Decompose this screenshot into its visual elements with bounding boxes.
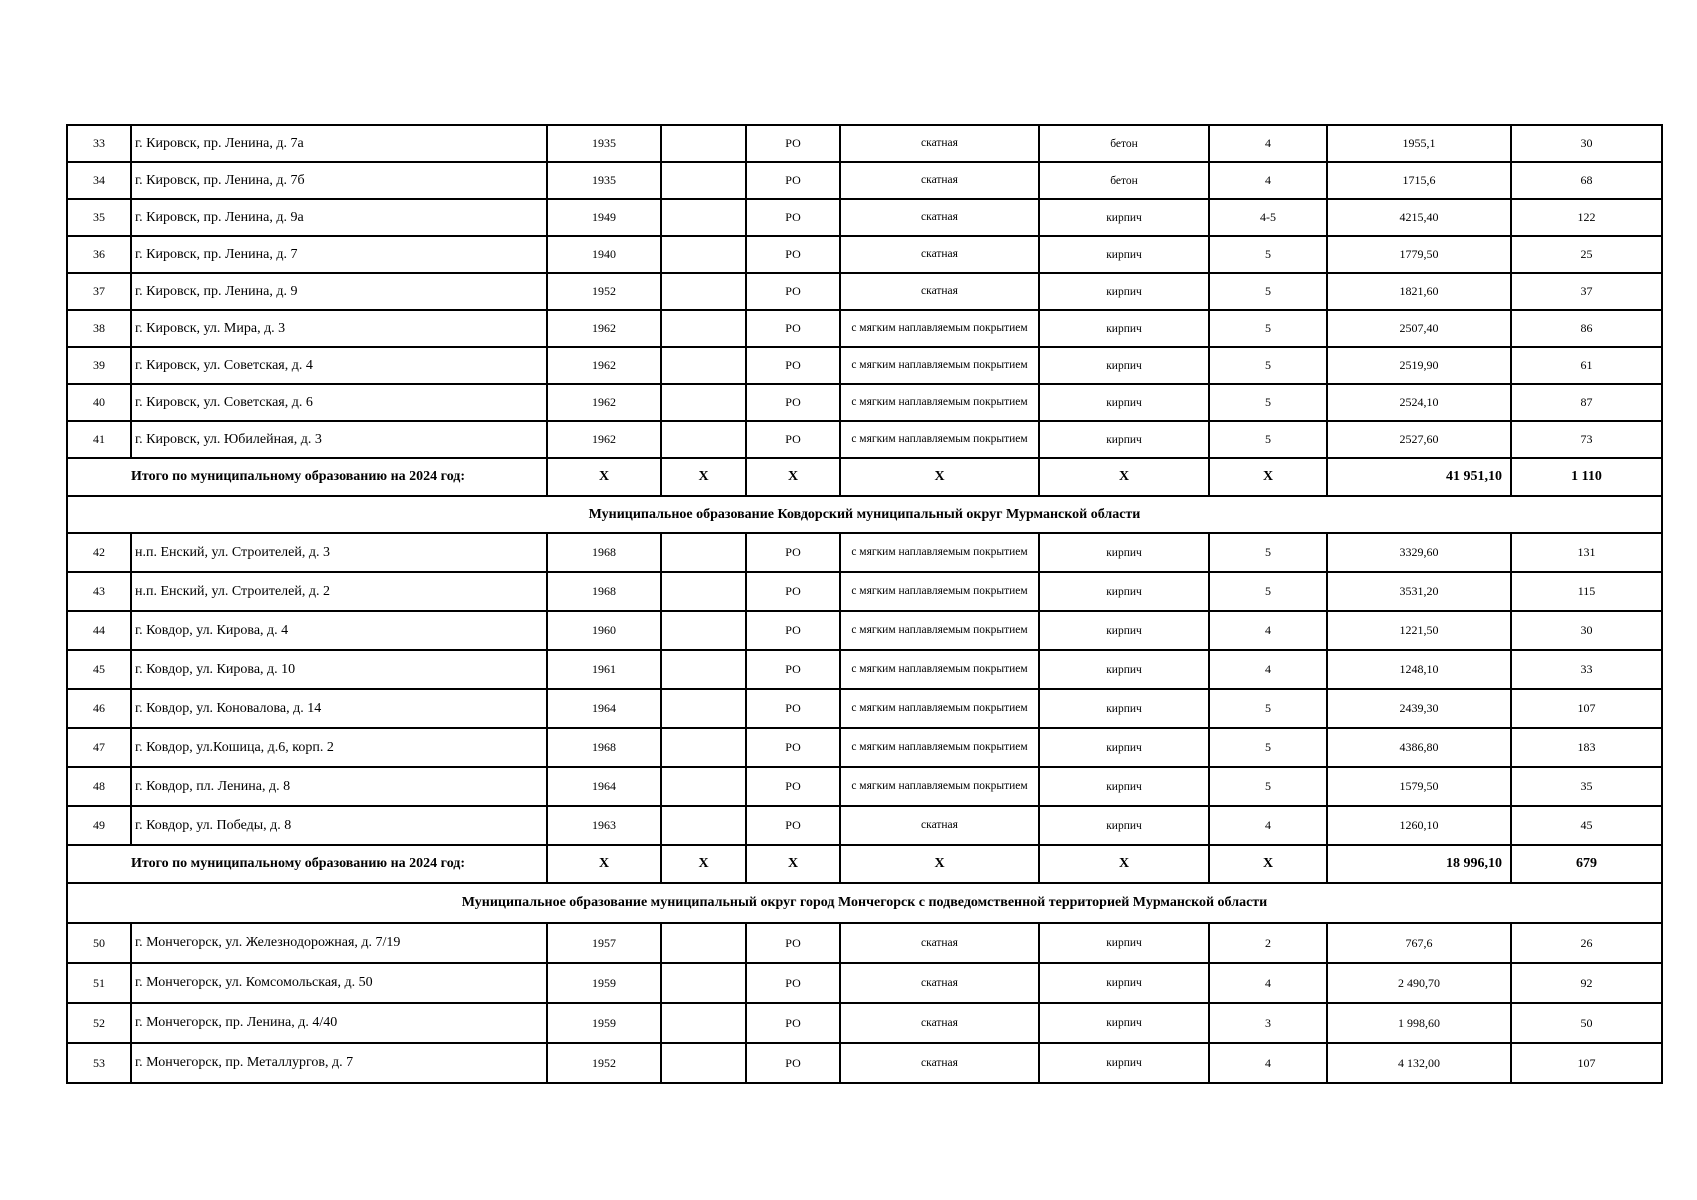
cell-col4 [661, 310, 746, 347]
table-row [67, 125, 1662, 162]
cell-residents: 115 [1511, 572, 1662, 611]
cell-year: 1963 [547, 806, 661, 845]
cell-fund-method: РО [746, 963, 840, 1003]
table-row [67, 421, 1662, 458]
total-x-cell: X [1039, 845, 1209, 883]
cell-number: 36 [67, 236, 131, 273]
total-x-cell: X [661, 458, 746, 496]
cell-number: 44 [67, 611, 131, 650]
cell-wall-material: кирпич [1039, 728, 1209, 767]
cell-year: 1940 [547, 236, 661, 273]
cell-area: 2507,40 [1327, 310, 1511, 347]
cell-fund-method: РО [746, 533, 840, 572]
table-row [67, 806, 1662, 845]
cell-col4 [661, 125, 746, 162]
cell-address: г. Кировск, ул. Мира, д. 3 [131, 310, 547, 347]
cell-fund-method: РО [746, 310, 840, 347]
cell-roof-type: скатная [840, 199, 1039, 236]
cell-number: 41 [67, 421, 131, 458]
cell-year: 1960 [547, 611, 661, 650]
cell-residents: 122 [1511, 199, 1662, 236]
cell-year: 1959 [547, 1003, 661, 1043]
total-x-cell: X [840, 458, 1039, 496]
cell-col4 [661, 728, 746, 767]
cell-residents: 26 [1511, 923, 1662, 963]
cell-address: г. Мончегорск, ул. Комсомольская, д. 50 [131, 963, 547, 1003]
cell-fund-method: РО [746, 611, 840, 650]
cell-number: 50 [67, 923, 131, 963]
cell-address: г. Мончегорск, пр. Металлургов, д. 7 [131, 1043, 547, 1083]
cell-floors: 4 [1209, 1043, 1327, 1083]
cell-number: 49 [67, 806, 131, 845]
cell-area: 2 490,70 [1327, 963, 1511, 1003]
cell-floors: 5 [1209, 384, 1327, 421]
total-label: Итого по муниципальному образованию на 2024 год: [67, 458, 547, 496]
cell-address: г. Кировск, ул. Советская, д. 6 [131, 384, 547, 421]
cell-roof-type: с мягким наплавляемым покрытием [840, 384, 1039, 421]
cell-number: 52 [67, 1003, 131, 1043]
cell-floors: 4-5 [1209, 199, 1327, 236]
cell-fund-method: РО [746, 650, 840, 689]
total-row [67, 845, 1662, 883]
cell-roof-type: скатная [840, 806, 1039, 845]
cell-wall-material: кирпич [1039, 347, 1209, 384]
total-residents: 679 [1511, 845, 1662, 883]
cell-col4 [661, 689, 746, 728]
cell-number: 38 [67, 310, 131, 347]
table-row [67, 347, 1662, 384]
cell-wall-material: кирпич [1039, 1043, 1209, 1083]
cell-year: 1964 [547, 689, 661, 728]
cell-roof-type: скатная [840, 1003, 1039, 1043]
cell-roof-type: с мягким наплавляемым покрытием [840, 421, 1039, 458]
cell-residents: 35 [1511, 767, 1662, 806]
cell-year: 1961 [547, 650, 661, 689]
cell-floors: 5 [1209, 310, 1327, 347]
cell-area: 2524,10 [1327, 384, 1511, 421]
cell-residents: 131 [1511, 533, 1662, 572]
cell-wall-material: кирпич [1039, 963, 1209, 1003]
section-heading: Муниципальное образование муниципальный округ город Мончегорск с подведомственной территорией Мурманской области [67, 883, 1662, 923]
cell-wall-material: кирпич [1039, 650, 1209, 689]
section-heading: Муниципальное образование Ковдорский муниципальный округ Мурманской области [67, 496, 1662, 533]
cell-fund-method: РО [746, 125, 840, 162]
cell-fund-method: РО [746, 273, 840, 310]
cell-fund-method: РО [746, 806, 840, 845]
cell-floors: 4 [1209, 963, 1327, 1003]
cell-roof-type: скатная [840, 162, 1039, 199]
cell-number: 45 [67, 650, 131, 689]
cell-area: 1779,50 [1327, 236, 1511, 273]
cell-col4 [661, 384, 746, 421]
total-x-cell: X [547, 845, 661, 883]
cell-wall-material: бетон [1039, 125, 1209, 162]
cell-year: 1968 [547, 533, 661, 572]
cell-roof-type: с мягким наплавляемым покрытием [840, 310, 1039, 347]
cell-residents: 33 [1511, 650, 1662, 689]
cell-year: 1949 [547, 199, 661, 236]
cell-col4 [661, 611, 746, 650]
cell-fund-method: РО [746, 572, 840, 611]
cell-fund-method: РО [746, 1043, 840, 1083]
table-row [67, 689, 1662, 728]
cell-wall-material: кирпич [1039, 923, 1209, 963]
cell-roof-type: с мягким наплавляемым покрытием [840, 689, 1039, 728]
cell-year: 1935 [547, 162, 661, 199]
cell-roof-type: с мягким наплавляемым покрытием [840, 650, 1039, 689]
cell-residents: 30 [1511, 611, 1662, 650]
cell-area: 1 998,60 [1327, 1003, 1511, 1043]
cell-col4 [661, 806, 746, 845]
cell-year: 1962 [547, 347, 661, 384]
cell-floors: 2 [1209, 923, 1327, 963]
cell-col4 [661, 963, 746, 1003]
cell-address: г. Кировск, пр. Ленина, д. 7 [131, 236, 547, 273]
cell-area: 4215,40 [1327, 199, 1511, 236]
cell-fund-method: РО [746, 728, 840, 767]
cell-fund-method: РО [746, 767, 840, 806]
cell-fund-method: РО [746, 199, 840, 236]
table-row [67, 611, 1662, 650]
cell-col4 [661, 767, 746, 806]
cell-roof-type: скатная [840, 125, 1039, 162]
section-heading-row [67, 883, 1662, 923]
cell-floors: 5 [1209, 533, 1327, 572]
cell-year: 1959 [547, 963, 661, 1003]
cell-area: 1955,1 [1327, 125, 1511, 162]
cell-floors: 5 [1209, 689, 1327, 728]
cell-area: 1579,50 [1327, 767, 1511, 806]
total-x-cell: X [1039, 458, 1209, 496]
cell-residents: 107 [1511, 689, 1662, 728]
cell-residents: 37 [1511, 273, 1662, 310]
cell-number: 37 [67, 273, 131, 310]
cell-residents: 92 [1511, 963, 1662, 1003]
cell-fund-method: РО [746, 162, 840, 199]
table-row [67, 273, 1662, 310]
cell-number: 39 [67, 347, 131, 384]
cell-address: г. Ковдор, пл. Ленина, д. 8 [131, 767, 547, 806]
table-row [67, 162, 1662, 199]
cell-number: 46 [67, 689, 131, 728]
cell-col4 [661, 347, 746, 384]
cell-fund-method: РО [746, 347, 840, 384]
cell-residents: 68 [1511, 162, 1662, 199]
cell-year: 1968 [547, 572, 661, 611]
cell-wall-material: кирпич [1039, 689, 1209, 728]
cell-wall-material: бетон [1039, 162, 1209, 199]
cell-residents: 25 [1511, 236, 1662, 273]
cell-number: 47 [67, 728, 131, 767]
cell-wall-material: кирпич [1039, 199, 1209, 236]
cell-area: 3531,20 [1327, 572, 1511, 611]
table-row [67, 533, 1662, 572]
cell-address: г. Кировск, пр. Ленина, д. 9а [131, 199, 547, 236]
cell-floors: 3 [1209, 1003, 1327, 1043]
cell-fund-method: РО [746, 384, 840, 421]
cell-floors: 4 [1209, 125, 1327, 162]
cell-wall-material: кирпич [1039, 384, 1209, 421]
cell-fund-method: РО [746, 689, 840, 728]
cell-address: г. Ковдор, ул. Кирова, д. 4 [131, 611, 547, 650]
cell-floors: 4 [1209, 650, 1327, 689]
table-row [67, 923, 1662, 963]
cell-address: г. Кировск, ул. Юбилейная, д. 3 [131, 421, 547, 458]
cell-wall-material: кирпич [1039, 767, 1209, 806]
table-row [67, 1003, 1662, 1043]
cell-fund-method: РО [746, 923, 840, 963]
cell-year: 1962 [547, 384, 661, 421]
cell-year: 1935 [547, 125, 661, 162]
section-heading-row [67, 496, 1662, 533]
cell-address: г. Ковдор, ул.Кошица, д.6, корп. 2 [131, 728, 547, 767]
table-row [67, 384, 1662, 421]
cell-area: 1260,10 [1327, 806, 1511, 845]
cell-wall-material: кирпич [1039, 572, 1209, 611]
cell-year: 1952 [547, 273, 661, 310]
cell-floors: 5 [1209, 273, 1327, 310]
cell-residents: 107 [1511, 1043, 1662, 1083]
cell-address: н.п. Енский, ул. Строителей, д. 3 [131, 533, 547, 572]
cell-area: 1715,6 [1327, 162, 1511, 199]
cell-address: г. Кировск, ул. Советская, д. 4 [131, 347, 547, 384]
cell-number: 48 [67, 767, 131, 806]
cell-col4 [661, 162, 746, 199]
total-x-cell: X [1209, 845, 1327, 883]
cell-area: 2439,30 [1327, 689, 1511, 728]
cell-residents: 45 [1511, 806, 1662, 845]
cell-year: 1964 [547, 767, 661, 806]
cell-number: 51 [67, 963, 131, 1003]
cell-roof-type: скатная [840, 963, 1039, 1003]
table-row [67, 650, 1662, 689]
cell-roof-type: скатная [840, 236, 1039, 273]
cell-residents: 61 [1511, 347, 1662, 384]
cell-col4 [661, 650, 746, 689]
cell-col4 [661, 923, 746, 963]
cell-area: 1821,60 [1327, 273, 1511, 310]
cell-floors: 5 [1209, 728, 1327, 767]
cell-col4 [661, 572, 746, 611]
cell-address: г. Кировск, пр. Ленина, д. 9 [131, 273, 547, 310]
cell-roof-type: с мягким наплавляемым покрытием [840, 728, 1039, 767]
table-row [67, 767, 1662, 806]
cell-residents: 50 [1511, 1003, 1662, 1043]
total-label: Итого по муниципальному образованию на 2024 год: [67, 845, 547, 883]
cell-floors: 5 [1209, 421, 1327, 458]
cell-address: н.п. Енский, ул. Строителей, д. 2 [131, 572, 547, 611]
cell-col4 [661, 199, 746, 236]
cell-number: 33 [67, 125, 131, 162]
cell-col4 [661, 236, 746, 273]
cell-residents: 73 [1511, 421, 1662, 458]
cell-year: 1968 [547, 728, 661, 767]
total-x-cell: X [746, 845, 840, 883]
table-row [67, 728, 1662, 767]
cell-floors: 5 [1209, 236, 1327, 273]
cell-area: 4386,80 [1327, 728, 1511, 767]
cell-area: 2519,90 [1327, 347, 1511, 384]
cell-floors: 5 [1209, 347, 1327, 384]
cell-wall-material: кирпич [1039, 533, 1209, 572]
table-body [67, 125, 1662, 1083]
cell-area: 4 132,00 [1327, 1043, 1511, 1083]
cell-roof-type: с мягким наплавляемым покрытием [840, 347, 1039, 384]
table-row [67, 199, 1662, 236]
cell-wall-material: кирпич [1039, 611, 1209, 650]
cell-number: 35 [67, 199, 131, 236]
total-area: 41 951,10 [1327, 458, 1511, 496]
cell-wall-material: кирпич [1039, 806, 1209, 845]
total-row [67, 458, 1662, 496]
cell-residents: 30 [1511, 125, 1662, 162]
cell-year: 1957 [547, 923, 661, 963]
cell-address: г. Мончегорск, ул. Железнодорожная, д. 7/19 [131, 923, 547, 963]
cell-roof-type: скатная [840, 1043, 1039, 1083]
table-row [67, 963, 1662, 1003]
cell-roof-type: с мягким наплавляемым покрытием [840, 533, 1039, 572]
cell-number: 53 [67, 1043, 131, 1083]
cell-floors: 5 [1209, 767, 1327, 806]
cell-area: 1221,50 [1327, 611, 1511, 650]
cell-wall-material: кирпич [1039, 1003, 1209, 1043]
cell-floors: 5 [1209, 572, 1327, 611]
total-x-cell: X [746, 458, 840, 496]
table-row [67, 1043, 1662, 1083]
cell-roof-type: с мягким наплавляемым покрытием [840, 572, 1039, 611]
cell-floors: 4 [1209, 806, 1327, 845]
cell-address: г. Ковдор, ул. Кирова, д. 10 [131, 650, 547, 689]
cell-year: 1962 [547, 421, 661, 458]
cell-col4 [661, 1003, 746, 1043]
cell-wall-material: кирпич [1039, 273, 1209, 310]
cell-address: г. Ковдор, ул. Коновалова, д. 14 [131, 689, 547, 728]
total-residents: 1 110 [1511, 458, 1662, 496]
cell-residents: 86 [1511, 310, 1662, 347]
cell-area: 767,6 [1327, 923, 1511, 963]
cell-address: г. Кировск, пр. Ленина, д. 7б [131, 162, 547, 199]
cell-area: 1248,10 [1327, 650, 1511, 689]
cell-fund-method: РО [746, 1003, 840, 1043]
cell-area: 3329,60 [1327, 533, 1511, 572]
cell-address: г. Мончегорск, пр. Ленина, д. 4/40 [131, 1003, 547, 1043]
cell-residents: 87 [1511, 384, 1662, 421]
cell-col4 [661, 273, 746, 310]
cell-roof-type: скатная [840, 923, 1039, 963]
cell-floors: 4 [1209, 611, 1327, 650]
total-area: 18 996,10 [1327, 845, 1511, 883]
cell-col4 [661, 533, 746, 572]
total-x-cell: X [547, 458, 661, 496]
cell-year: 1952 [547, 1043, 661, 1083]
cell-number: 40 [67, 384, 131, 421]
cell-wall-material: кирпич [1039, 236, 1209, 273]
table-row [67, 236, 1662, 273]
table-row [67, 310, 1662, 347]
cell-area: 2527,60 [1327, 421, 1511, 458]
total-x-cell: X [661, 845, 746, 883]
cell-year: 1962 [547, 310, 661, 347]
cell-wall-material: кирпич [1039, 310, 1209, 347]
cell-residents: 183 [1511, 728, 1662, 767]
total-x-cell: X [840, 845, 1039, 883]
cell-col4 [661, 421, 746, 458]
table-row [67, 572, 1662, 611]
cell-number: 43 [67, 572, 131, 611]
cell-address: г. Ковдор, ул. Победы, д. 8 [131, 806, 547, 845]
cell-wall-material: кирпич [1039, 421, 1209, 458]
cell-number: 34 [67, 162, 131, 199]
cell-fund-method: РО [746, 236, 840, 273]
cell-fund-method: РО [746, 421, 840, 458]
cell-roof-type: скатная [840, 273, 1039, 310]
cell-address: г. Кировск, пр. Ленина, д. 7а [131, 125, 547, 162]
housing-register-table [66, 124, 1663, 1084]
cell-floors: 4 [1209, 162, 1327, 199]
cell-number: 42 [67, 533, 131, 572]
cell-roof-type: с мягким наплавляемым покрытием [840, 767, 1039, 806]
total-x-cell: X [1209, 458, 1327, 496]
cell-roof-type: с мягким наплавляемым покрытием [840, 611, 1039, 650]
cell-col4 [661, 1043, 746, 1083]
